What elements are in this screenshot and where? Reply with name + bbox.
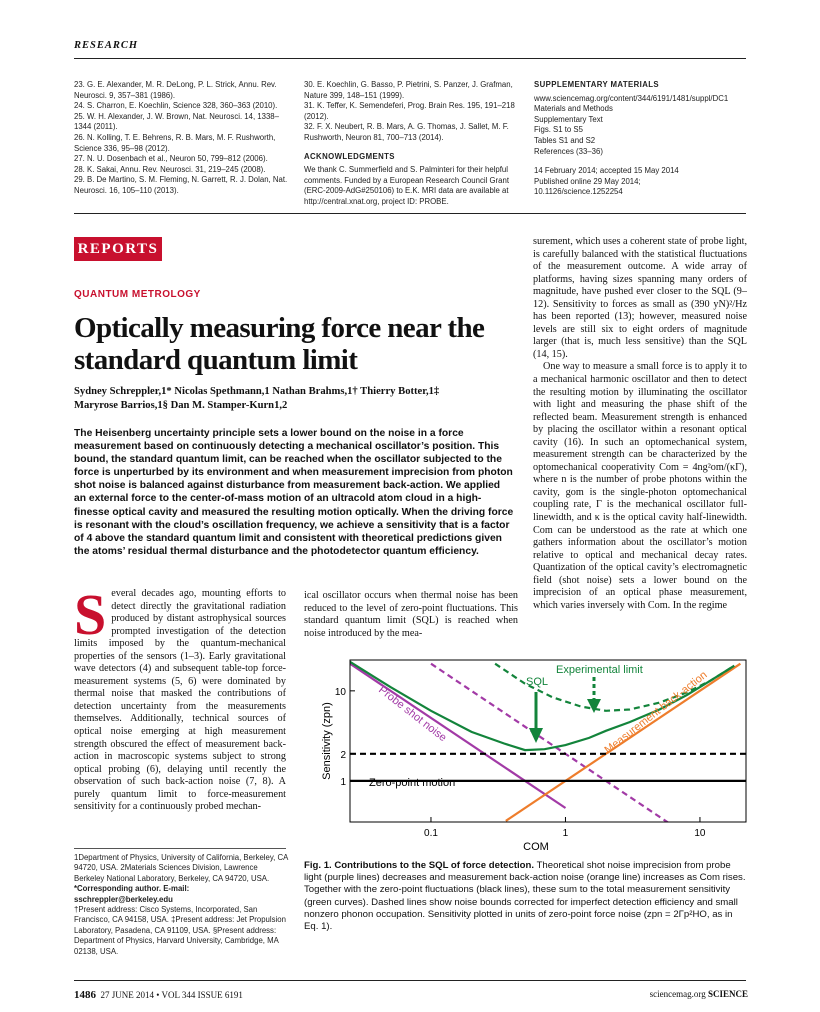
affiliations-footnote: 1Department of Physics, University of California, Berkeley, CA 94720, USA. 2Materials Sciences Division, Lawrence Berkeley National Laboratory, Berkeley, CA 94720, USA. [74,853,288,883]
reference-27: 27. N. U. Dosenbach et al., Neuron 50, 799–812 (2006). [74,154,268,164]
y-tick-label: 1 [340,776,346,788]
annotation-zero-point: Zero-point motion [369,777,456,789]
corresponding-author: *Corresponding author. E-mail: sschreppler@berkeley.edu [74,884,190,904]
published-date: Published online 29 May 2014; [534,176,641,186]
authors-line-1: Sydney Schreppler,1* Nicolas Spethmann,1 Nathan Brahms,1† Thierry Botter,1‡ [74,386,440,397]
footer-right [650,989,748,999]
references-col1 [74,80,292,197]
supplementary-item: Supplementary Text [534,114,603,124]
footnote-rule [74,848,286,849]
body-text-col1: everal decades ago, mounting efforts to detect directly the gravitational radiation produced by distant astrophysical sources prompted investigation of the detection limits imposed by the quantum-mechanical properties of the sensors (1–3). Early gravitational wave detectors (4) and subsequent table-top force-measurement systems (5, 6) were dominated by thermal noise that masked the contributions of detection uncertainty from the measurements themselves. Additionally, technical sources of optical noise emerging at high measurement strength obscured the effect of measurement back-action in macroscopic systems subject to strong optical probing (6), delaying until recently the observation of such back-action noise (7, 8). A purely quantum limit to force-measurement sensitivity for a continuously probed mechan- [74,588,286,813]
body-text-col3-para1: surement, which uses a coherent state of probe light, is carefully balanced with the statistical fluctuations of the measurement outcome. A wide array of platforms, having sizes spanning many orders of magnitude, have pushed ever closer to the SQL (9–12). Sensitivity to forces as small as (390 yN)²/Hz has been reported (13); however, measured noise levels are still six to eight orders of magnitude larger (that is, much less sensitive) than the SQL (14, 15). [533,236,747,360]
reference-28: 28. K. Sakai, Annu. Rev. Neurosci. 31, 219–245 (2008). [74,164,266,174]
supplementary-item: Tables S1 and S2 [534,135,596,145]
y-tick-label: 10 [334,686,346,698]
acknowledgments-text: We thank C. Summerfield and S. Palminteri for their helpful comments. Funded by a European Research Council Grant (ERC-2009-AdG#250106) to E.K. MRI data are available at http://central.xnat.org, project ID: PROBE. [304,165,509,206]
present-addresses: †Present address: Cisco Systems, Incorporated, San Francisco, CA 94158, USA. ‡Present address: Jet Propulsion Laboratory, Pasadena, CA 91109, USA. §Present address: Department of Physics, Harvard University, Cambridge, MA 02138, USA. [74,905,286,956]
received-dates: 14 February 2014; accepted 15 May 2014 [534,166,679,176]
references-rule [74,213,746,214]
body-text-col3-para2: One way to measure a small force is to apply it to a mechanical harmonic oscillator and then to detect the resulting motion by illuminating the oscillator with light and measuring the phase shift of the reflected beam. Measurement strength is enhanced by placing the oscillator within a resonant optical cavity (16). In such an optomechanical system, measurement strength can be characterized by the optomechanical cooperativity Com = 4ng²om/(κΓ), where n is the number of probe photons within the cavity, gom is the single-photon optomechanical coupling rate, Γ is the mechanical oscillator full-linewidth, and κ is the optical cavity half-linewidth. Com can be understood as the rate at which one gathers information about the oscillator’s motion relative to optical and mechanical decay rates. Quantization of the optical cavity’s electromagnetic field (shot noise) sets a lower bound on the imprecision of an optical phase measurement, which varies inversely with Com. In the regime [533,361,747,611]
supplementary-materials [534,80,748,198]
footnotes [74,853,288,957]
supplementary-heading: SUPPLEMENTARY MATERIALS [534,80,660,89]
annotation-experimental-limit: Experimental limit [556,664,643,676]
section-header: RESEARCH [74,40,139,51]
article-title: Optically measuring force near the standard quantum limit [74,312,485,376]
article-abstract: The Heisenberg uncertainty principle sets a lower bound on the noise in a force measurement based on continuously detecting a mechanical oscillator’s position. This bound, the standard quantum limit, can be reached when the oscillator subjected to the force is unperturbed by its environment and when measurement imprecision from photon shot noise is balanced against disturbance from measurement back-action. We applied an external force to the center-of-mass motion of an ultracold atom cloud in a high-finesse optical cavity and measured the resulting motion optically. When the driving force is resonant with the cloud’s oscillation frequency, we achieve a sensitivity that is a factor of 4 above the standard quantum limit and consistent with theoretical predictions given the atoms’ residual thermal disturbance and the photodetector quantum efficiency. [74,428,514,557]
reports-badge: REPORTS [74,237,162,261]
reference-31: 31. K. Teffer, K. Semendeferi, Prog. Brain Res. 195, 191–218 (2012). [304,101,515,121]
references-col2 [304,80,518,208]
annotation-back-action: Measurement back-action [602,668,710,757]
supplementary-item: Materials and Methods [534,104,613,114]
body-column-2: ical oscillator occurs when thermal noise has been reduced to the level of zero-point fluctuations. This standard quantum limit (SQL) is reached when noise introduced by the mea- [304,590,518,639]
supplementary-url: www.sciencemag.org/content/344/6191/1481/suppl/DC1 [534,93,729,103]
reference-23: 23. G. E. Alexander, M. R. DeLong, P. L. Strick, Annu. Rev. Neurosci. 9, 357–381 (1986). [74,80,277,100]
figure-caption [304,860,748,933]
page-number: 1486 [74,989,96,1001]
drop-cap: S [74,588,107,647]
reference-30: 30. E. Koechlin, G. Basso, P. Pietrini, S. Panzer, J. Grafman, Nature 399, 148–151 (1999). [304,80,513,100]
footer-site: sciencemag.org [649,989,706,999]
x-axis-label: COM [523,841,549,853]
annotation-sql: SQL [526,676,549,688]
authors-line-2: Maryrose Barrios,1§ Dan M. Stamper-Kurn1,2 [74,400,288,411]
y-tick-label: 2 [340,749,346,761]
footer-left [74,989,243,1001]
issue-info: 27 JUNE 2014 • VOL 344 ISSUE 6191 [100,990,243,1000]
footer-rule [74,980,746,981]
article-authors [74,385,514,413]
reference-26: 26. N. Kolling, T. E. Behrens, R. B. Mars, M. F. Rushworth, Science 336, 95–98 (2012). [74,132,276,153]
header-rule [74,58,746,59]
footer-journal: SCIENCE [707,989,748,999]
reference-29: 29. B. De Martino, S. M. Fleming, N. Garrett, R. J. Dolan, Nat. Neurosci. 16, 105–110 (2013). [74,175,288,195]
article-kicker: QUANTUM METROLOGY [74,289,201,300]
reference-32: 32. F. X. Neubert, R. B. Mars, A. G. Thomas, J. Sallet, M. F. Rushworth, Neuron 81, 700–713 (2014). [304,122,509,142]
figure-1-chart [300,655,748,855]
reference-24: 24. S. Charron, E. Koechlin, Science 328, 360–363 (2010). [74,101,278,111]
experimental-arrow-head [587,699,601,713]
sql-arrow-head [529,728,543,743]
caption-text: Theoretical shot noise imprecision from probe light (purple lines) decreases and measurement back-action noise (orange line) increases as Com rises. Together with the zero-point fluctuations (black lines), these sum to the total measurement sensitivity (green curves). Dashed lines show noise bounds corrected for imperfect detection efficiency and small nonzero phonon occupation. Sensitivity plotted in units of zero-point force noise (zpn = 2Γp²HO, as in Eq. 1). [304,860,746,933]
y-axis-label: Sensitivity (zpn) [321,702,333,780]
reference-25: 25. W. H. Alexander, J. W. Brown, Nat. Neurosci. 14, 1338–1344 (2011). [74,111,279,132]
body-column-1 [74,588,286,843]
doi: 10.1126/science.1252254 [534,187,623,197]
annotation-shot-noise: Probe shot noise [376,683,449,745]
x-tick-label: 0.1 [424,828,438,839]
caption-title: Fig. 1. Contributions to the SQL of force detection. [304,860,535,871]
supplementary-item: References (33–36) [534,146,603,156]
body-column-3 [533,236,747,647]
acknowledgments-heading: ACKNOWLEDGMENTS [304,151,395,161]
supplementary-item: Figs. S1 to S5 [534,125,583,135]
x-tick-label: 1 [562,828,569,839]
x-tick-label: 10 [694,828,706,839]
